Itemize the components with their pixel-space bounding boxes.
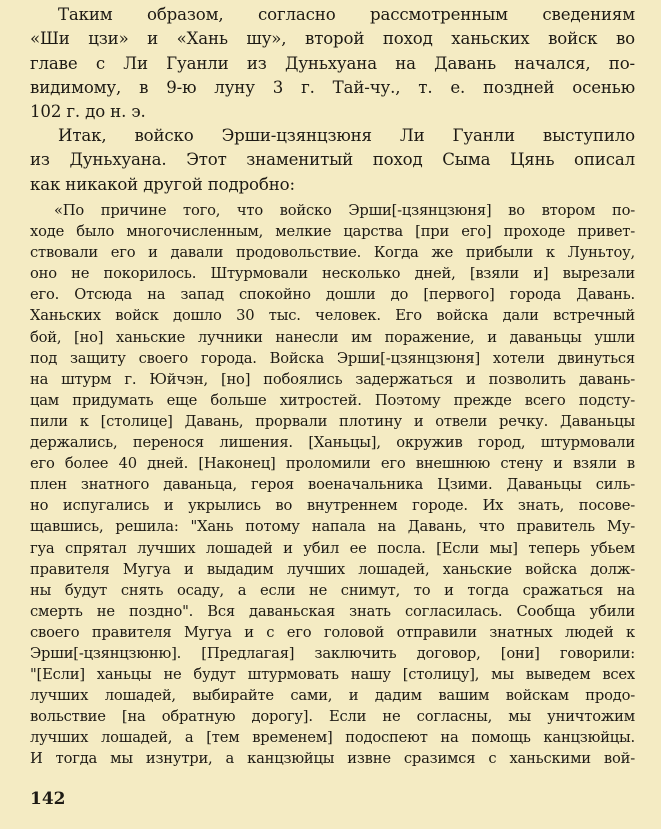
quote-line: лучших лошадей, выбирайте сами, и дадим вашим войскам продо- — [30, 687, 635, 705]
quote-line: ствовали его и давали продовольствие. Когда же прибыли к Луньтоу, — [30, 244, 635, 262]
paragraph2-line: из Дуньхуана. Этот знаменитый поход Сыма Цянь описал — [30, 150, 635, 170]
paragraph2-line: Итак, войско Эрши-цзянцзюня Ли Гуанли выступило — [58, 126, 635, 145]
quote-line: его более 40 дней. [Наконец] проломили его внешнюю стену и взяли в — [30, 455, 635, 473]
quote-line: ходе было многочисленным, мелкие царства [при его] проходе привет- — [30, 223, 635, 241]
quote-line: его. Отсюда на запад спокойно дошли до [первого] города Давань. — [30, 286, 635, 304]
quote-line: лучших лошадей, а [тем временем] подоспеют на помощь канцзюйцы. — [30, 729, 635, 747]
paragraph1-line: главе с Ли Гуанли из Дуньхуана на Давань начался, по- — [30, 53, 635, 73]
quotation-block — [30, 200, 635, 770]
quote-line: смерть не поздно". Вся даваньская знать согласилась. Сообща убили — [30, 602, 635, 620]
quote-line: плен знатного даваньца, героя военачальника Цзими. Даваньцы силь- — [30, 476, 635, 494]
quote-line: держались, перенося лишения. [Ханьцы], окружив город, штурмовали — [30, 434, 635, 452]
quote-line: гуа спрятал лучших лошадей и убил ее посла. [Если мы] теперь убьем — [30, 539, 635, 557]
quote-line: под защиту своего города. Войска Эрши[-цзянцзюня] хотели двинуться — [30, 349, 635, 367]
paragraph1-line: видимому, в 9-ю луну 3 г. Тай-чу., т. е. поздней осенью — [30, 77, 635, 97]
quote-line: бой, [но] ханьские лучники нанесли им поражение, и даваньцы ушли — [30, 328, 635, 346]
paragraph1-line: «Ши цзи» и «Хань шу», второй поход ханьских войск во — [30, 29, 635, 49]
quote-line: на штурм г. Юйчэн, [но] побоялись задержаться и позволить давань- — [30, 370, 635, 388]
paragraph1-line: 102 г. до н. э. — [30, 102, 146, 122]
page-number: 142 — [30, 789, 66, 809]
quote-line: "[Если] ханьцы не будут штурмовать нашу [столицу], мы выведем всех — [30, 666, 635, 684]
quote-line: но испугались и укрылись во внутреннем городе. Их знать, посове- — [30, 497, 635, 515]
quote-line: И тогда мы изнутри, а канцзюйцы извне сразимся с ханьскими вой- — [30, 750, 635, 768]
paragraph2-line: как никакой другой подробно: — [30, 174, 295, 194]
quote-line: щавшись, решила: "Хань потому напала на Давань, что правитель Му- — [30, 518, 635, 536]
quote-line: цам придумать еще больше хитростей. Поэтому прежде всего подсту- — [30, 391, 635, 409]
paragraph-2 — [30, 124, 635, 197]
quote-line: ны будут снять осаду, а если не снимут, то и тогда сражаться на — [30, 581, 635, 599]
paragraph-1 — [30, 3, 635, 124]
quote-line: правителя Мугуа и выдадим лучших лошадей, ханьские войска долж- — [30, 560, 635, 578]
paragraph1-line: Таким образом, согласно рассмотренным сведениям — [58, 5, 635, 24]
quote-line: Эрши[-цзянцзюню]. [Предлагая] заключить договор, [они] говорили: — [30, 644, 635, 662]
quote-line: своего правителя Мугуа и с его головой отправили знатных людей к — [30, 623, 635, 641]
quote-line: «По причине того, что войско Эрши[-цзянцзюня] во втором по- — [54, 202, 635, 219]
quote-line: пили к [столице] Давань, прорвали плотину и отвели речку. Даваньцы — [30, 412, 635, 430]
quote-line: оно не покорилось. Штурмовали несколько дней, [взяли и] вырезали — [30, 265, 635, 283]
quote-line: Ханьских войск дошло 30 тыс. человек. Его войска дали встречный — [30, 307, 635, 325]
quote-line: вольствие [на обратную дорогу]. Если не согласны, мы уничтожим — [30, 708, 635, 726]
